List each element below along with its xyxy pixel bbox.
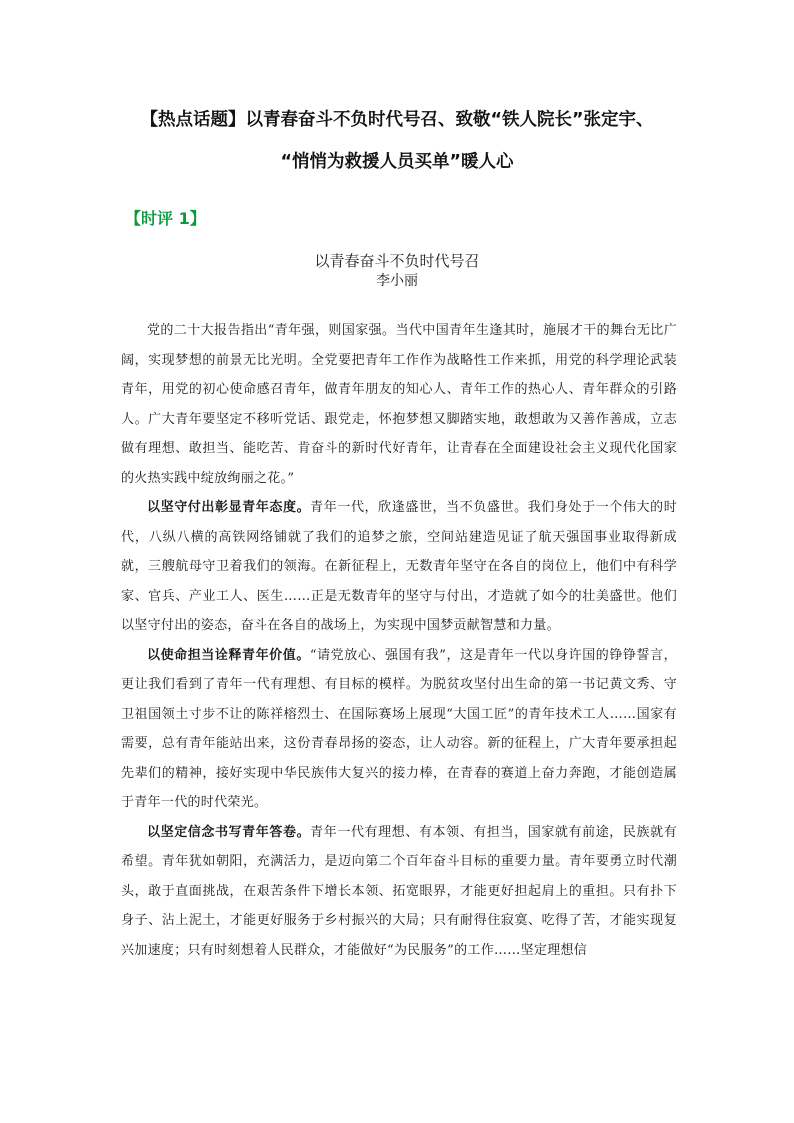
article-author: 李小丽 xyxy=(376,273,418,289)
paragraph-text: 青年一代，欣逢盛世，当不负盛世。我们身处于一个伟大的时代，八纵八横的高铁网络铺就了我们的追梦之旅，空间站建造见证了航天强国事业取得新成就，三艘航母守卫着我们的领海。在新征程上，无数青年坚守在各自的岗位上，他们中有科学家、官兵、产业工人、医生……正是无数青年的坚守与付出，才造就了如今的壮美盛世。他们以坚守付出的姿态，奋斗在各自的战场上，为实现中国梦贡献智慧和力量。 xyxy=(121,500,677,633)
paragraph xyxy=(121,818,677,966)
paragraph-lead: 以坚定信念书写青年答卷。 xyxy=(147,824,311,840)
article-title: 以青春奋斗不负时代号召 xyxy=(314,252,480,270)
article-body xyxy=(121,316,677,965)
section-tag: 【时评 1】 xyxy=(125,209,206,228)
paragraph-text: 青年一代有理想、有本领、有担当，国家就有前途，民族就有希望。青年犹如朝阳，充满活力，是迈向第二个百年奋斗目标的重要力量。青年要勇立时代潮头，敢于直面挑战，在艰苦条件下增长本领、拓宽眼界，才能更好担起肩上的重担。只有扑下身子、沾上泥土，才能更好服务于乡村振兴的大局；只有耐得住寂寞、吃得了苦，才能实现复兴加速度；只有时刻想着人民群众，才能做好“为民服务”的工作……坚定理想信 xyxy=(121,824,677,958)
headline-line-1: 【热点话题】以青春奋斗不负时代号召、致敬“铁人院长”张定宇、 xyxy=(140,110,654,130)
paragraph-text: 党的二十大报告指出“青年强，则国家强。当代中国青年生逢其时，施展才干的舞台无比广阔，实现梦想的前景无比光明。全党要把青年工作作为战略性工作来抓，用党的科学理论武装青年，用党的初心使命感召青年，做青年朋友的知心人、青年工作的热心人、青年群众的引路人。广大青年要坚定不移听党话、跟党走，怀抱梦想又脚踏实地，敢想敢为又善作善成，立志做有理想、敢担当、能吃苦、肯奋斗的新时代好青年，让青春在全面建设社会主义现代化国家的火热实践中绽放绚丽之花。” xyxy=(121,323,677,486)
paragraph xyxy=(121,316,677,493)
headline-line-2: “悄悄为救援人员买单”暖人心 xyxy=(280,152,514,172)
paragraph-lead: 以坚守付出彰显青年态度。 xyxy=(147,500,311,515)
paragraph-text: “请党放心、强国有我”，这是青年一代以身许国的铮铮誓言，更让我们看到了青年一代有理想、有目标的模样。为脱贫攻坚付出生命的第一书记黄文秀、守卫祖国领土寸步不让的陈祥榕烈士、在国际赛场上展现“大国工匠”的青年技术工人……国家有需要，总有青年能站出来，这份青春昂扬的姿态，让人动容。新的征程上，广大青年要承担起先辈们的精神，接好实现中华民族伟大复兴的接力棒，在青春的赛道上奋力奔跑，才能创造属于青年一代的时代荣光。 xyxy=(121,647,677,810)
paragraph xyxy=(121,641,677,818)
paragraph xyxy=(121,493,677,641)
paragraph-lead: 以使命担当诠释青年价值。 xyxy=(147,647,310,663)
